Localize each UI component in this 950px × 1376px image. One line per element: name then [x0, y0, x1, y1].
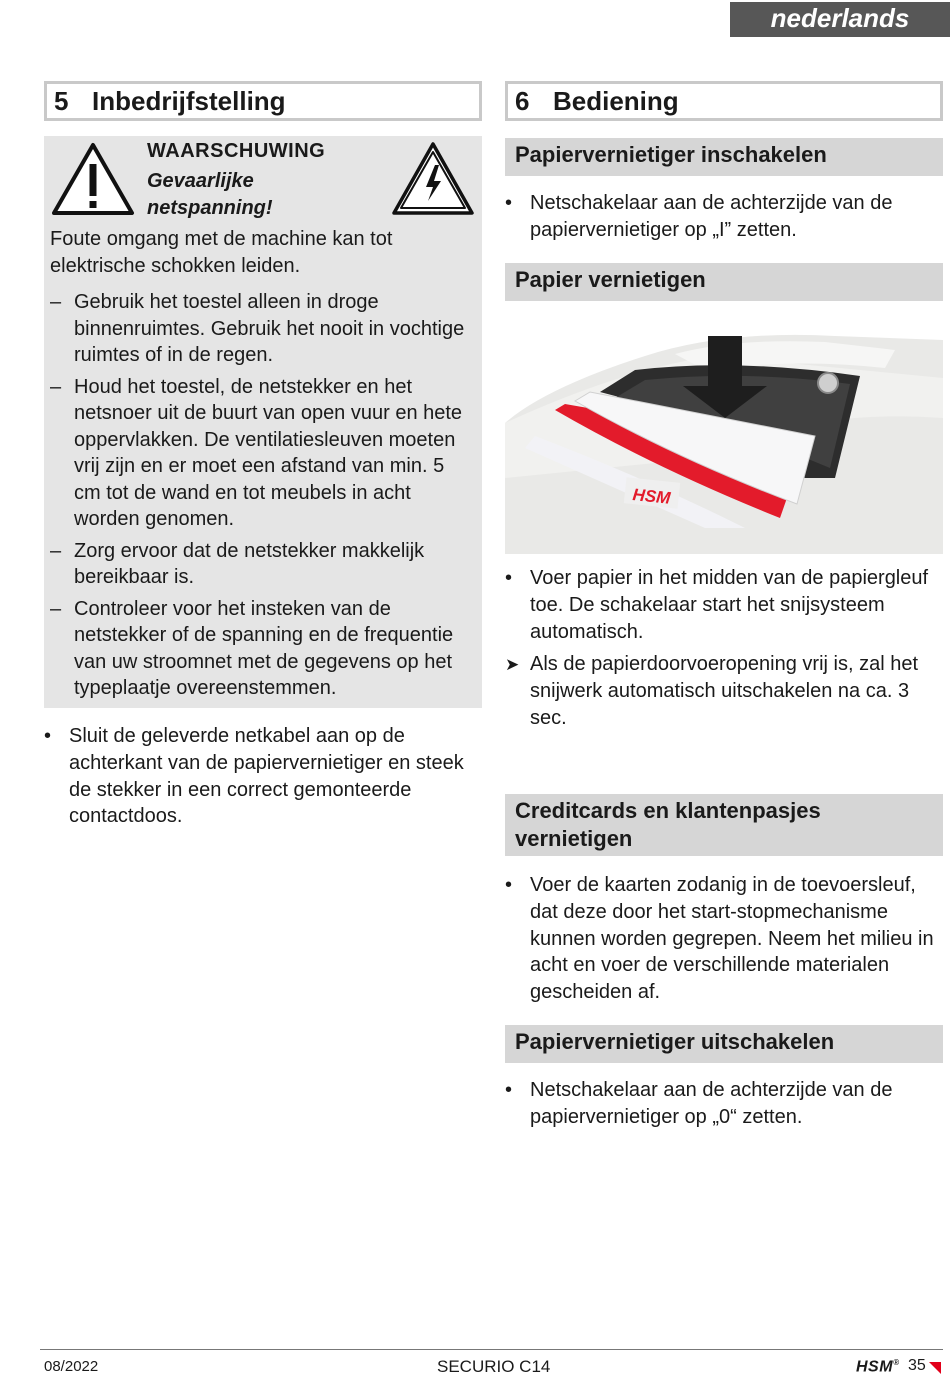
left-bullet-list [44, 723, 464, 836]
result-item [505, 651, 943, 731]
cards-list [505, 872, 943, 1012]
footer-date: 08/2022 [44, 1358, 99, 1375]
hazard-line-1: Gevaarlijke [147, 170, 254, 192]
section-number: 5 [54, 86, 69, 116]
list-item-text: Netschakelaar aan de achterzijde van de papiervernietiger op „0“ zetten. [530, 1079, 893, 1128]
shredder-illustration [505, 328, 943, 554]
subheading-line-1: Creditcards en klantenpasjes [515, 798, 821, 823]
switch-on-list [505, 190, 943, 250]
switch-off-list [505, 1077, 943, 1137]
section-number: 6 [515, 86, 530, 116]
warning-box [44, 136, 482, 708]
warning-list [50, 289, 475, 707]
result-arrow-icon: ➤ [505, 655, 520, 675]
subheading-switch-on: Papiervernietiger inschakelen [505, 138, 943, 176]
section-title: Bediening [553, 86, 679, 116]
subheading-switch-off: Papiervernietiger uitschakelen [505, 1025, 943, 1063]
photo-brand-label: HSM [631, 485, 672, 508]
section-5-heading [44, 81, 482, 121]
warning-item: – Gebruik het toestel alleen in droge binnenruimtes. Gebruik het nooit in vochtige ruimtes of in de regen. [50, 289, 475, 369]
subheading-cards [505, 794, 943, 856]
list-item [505, 872, 943, 1006]
warning-item: – Houd het toestel, de netstekker en het netsnoer uit de buurt van open vuur en hete oppervlakken. De ventilatiesleuven moeten vrij zijn en er moet een afstand van min. 5 cm tot de wand en tot meubels in acht worden genomen. [50, 374, 475, 533]
subheading-shred-paper: Papier vernietigen [505, 263, 943, 301]
registered-mark: ® [893, 1358, 900, 1367]
shred-paper-list [505, 565, 943, 738]
list-item-text: Voer de kaarten zodanig in de toevoersleuf, dat deze door het start-stopmechanisme kunnen worden gegrepen. Neem het milieu in acht en voer de verschillende materialen gescheiden af. [530, 874, 934, 1004]
hazard-description [147, 168, 337, 222]
list-item [505, 565, 943, 645]
bullet-marker: • [505, 1079, 513, 1101]
warning-triangle-icon [51, 142, 135, 216]
list-item [505, 190, 943, 244]
footer-divider [40, 1349, 943, 1350]
list-item-text: Voer papier in het midden van de papiergleuf toe. De schakelaar start het snijsysteem automatisch. [530, 567, 929, 643]
hazard-line-2: netspanning! [147, 197, 273, 219]
shredder-photo [505, 328, 943, 554]
warning-signal-word: WAARSCHUWING [147, 140, 326, 162]
footer-brand-logo [856, 1358, 899, 1376]
section-6-heading [505, 81, 943, 121]
bullet-marker: • [505, 567, 513, 589]
bullet-marker: • [505, 192, 513, 214]
warning-item: – Zorg ervoor dat de netstekker makkelijk bereikbaar is. [50, 538, 475, 591]
subheading-line-2: vernietigen [515, 826, 633, 851]
bullet-marker: • [505, 874, 513, 896]
warning-item: – Controleer voor het insteken van de netstekker of de spanning en de frequentie van uw stroomnet met de gegevens op het typeplaatje overeenstemmen. [50, 596, 475, 702]
brand-name: HSM [856, 1358, 894, 1376]
section-title: Inbedrijfstelling [92, 86, 286, 116]
page-corner-marker [929, 1362, 941, 1374]
warning-intro: Foute omgang met de machine kan tot elektrische schokken leiden. [50, 228, 393, 277]
list-item-text: Sluit de geleverde netkabel aan op de achterkant van de papiervernietiger en steek de stekker in een correct gemonteerde contactdoos. [69, 725, 464, 828]
list-item [44, 723, 464, 830]
language-tab: nederlands [730, 2, 950, 37]
footer-model: SECURIO C14 [437, 1357, 551, 1376]
electric-hazard-icon [391, 141, 475, 217]
page-number: 35 [908, 1357, 926, 1374]
bullet-marker: • [44, 725, 52, 747]
result-item-text: Als de papierdoorvoeropening vrij is, zal het snijwerk automatisch uitschakelen na ca. 3 sec. [530, 653, 918, 729]
list-item-text: Netschakelaar aan de achterzijde van de papiervernietiger op „I” zetten. [530, 192, 893, 241]
list-item [505, 1077, 943, 1131]
